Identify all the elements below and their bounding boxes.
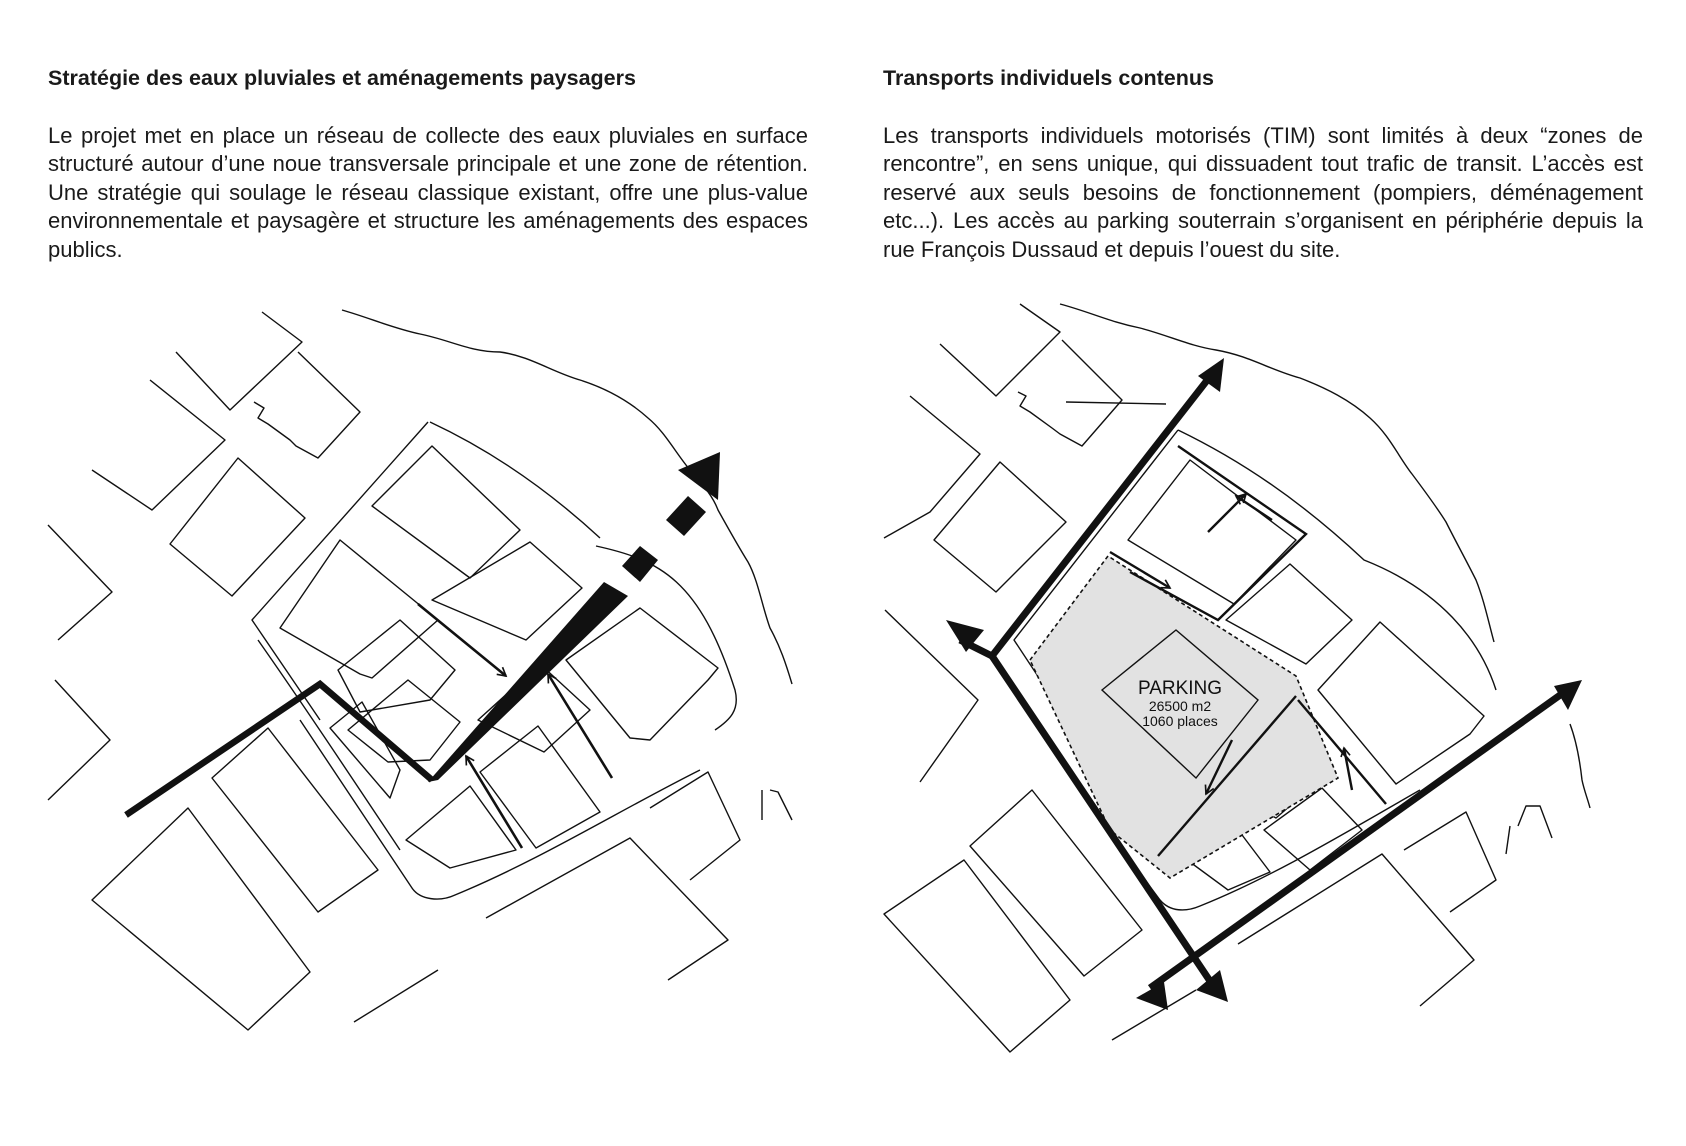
parcel-outline [92,380,225,510]
building [338,620,455,712]
parcel-outline [486,838,728,980]
right-panel-body: Les transports individuels motorisés (TIM) sont limités à deux “zones de rencontre”, en sens unique, qui dissuadent tout trafic de transit. L’accès est reservé aux seuls besoins de fonctionnement (pompiers, déménagement etc...). Les accès au parking souterrain s’organisent en périphérie depuis la rue François Dussaud et depuis l’ouest du site. [883,123,1643,262]
parcel-outline [254,352,360,458]
road-edge [596,546,736,730]
building [280,540,438,678]
swale-dash [622,546,658,582]
right-panel-title: Transports individuels contenus [883,66,1214,90]
parcel-outline [92,808,310,1030]
swale-wedge [428,582,628,782]
parcel-outline [884,860,1070,1052]
flow-arrow [548,674,612,778]
swale-arrowhead [678,452,720,500]
one-way-arrow [1344,748,1352,790]
parcel-outline [1018,340,1122,446]
left-panel-title: Stratégie des eaux pluviales et aménagements paysagers [48,66,636,90]
flow-arrow [418,604,506,676]
parcel-outline [770,790,792,820]
parking-places-label: 1060 places [1142,713,1218,729]
swale-dash [666,496,706,536]
parcel-outline [1506,826,1510,854]
parcel-outline [1518,806,1552,838]
parcel-outline [1404,812,1496,912]
parcel-outline [48,525,112,640]
parking-label: PARKING [1137,678,1223,699]
left-panel-body: Le projet met en place un réseau de collecte des eaux pluviales en surface structuré autour d’une noue transversale principale et une zone de rétention. Une stratégie qui soulage le réseau classique existant, offre une plus-value environnementale et paysagère et structure les aménagements des espaces publics. [48,123,808,262]
tim-arrowhead [1196,970,1228,1002]
building [1318,622,1484,784]
building [432,542,582,640]
parcel-outline [176,312,302,410]
parking-area-label: 26500 m2 [1148,698,1212,714]
road-edge [430,422,600,538]
stormwater-map [48,310,792,1030]
parcel-outline [940,304,1060,396]
parcel-outline [1238,854,1474,1006]
shoreline [1570,724,1590,808]
parcel-outline [170,458,305,596]
building [372,446,520,578]
parking-zone [1030,556,1338,878]
building [1128,460,1296,604]
parcel-outline [934,462,1066,592]
flow-arrows [418,604,612,848]
parcel-outline [354,970,438,1022]
swale-line [126,684,432,815]
flow-arrow [466,756,522,848]
parcel-outline [48,680,110,800]
building [480,726,600,848]
parcel-outline [884,396,980,538]
parcel-outline [1066,402,1166,404]
